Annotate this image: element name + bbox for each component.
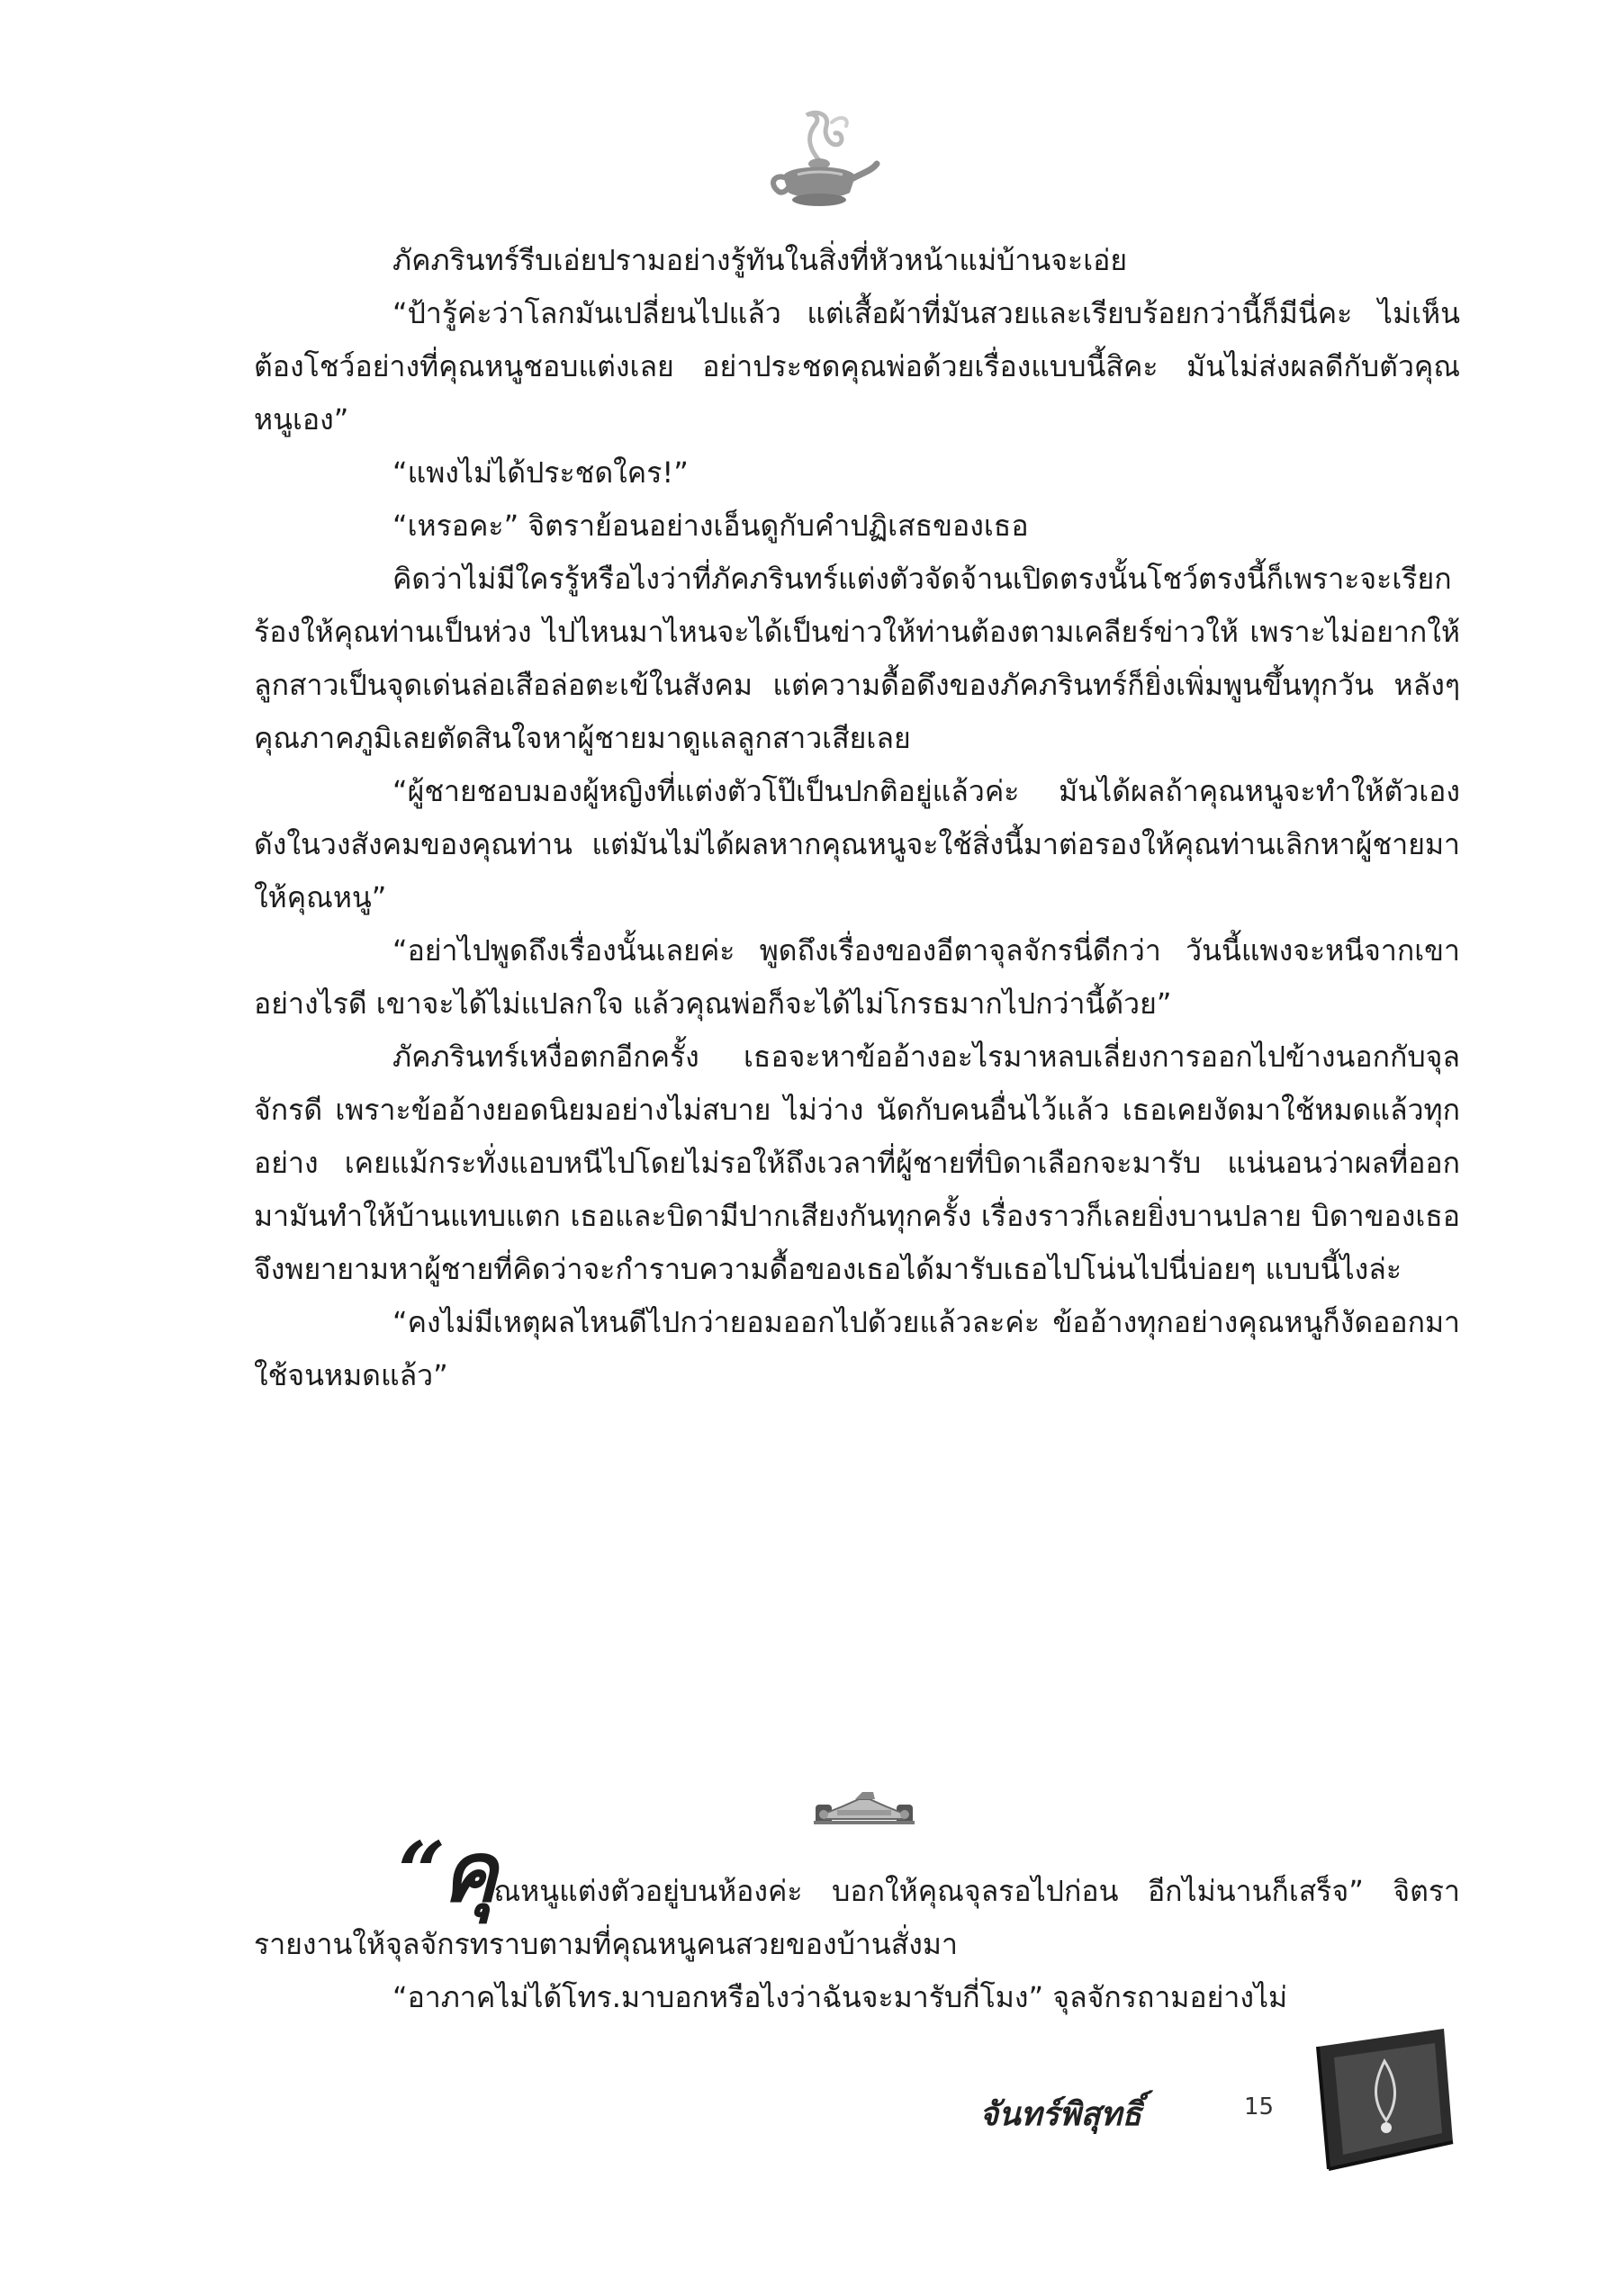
race-car-icon [812,1787,916,1832]
paragraph: “ป้ารู้ค่ะว่าโลกมันเปลี่ยนไปแล้ว แต่เสื้อผ้าที่มันสวยและเรียบร้อยกว่านี้ก็มีนี่คะ ไม่เห็นต้องโชว์อย่างที่คุณหนูชอบแต่งเลย อย่าประชดคุณพ่อด้วยเรื่องแบบนี้สิคะ มันไม่ส่งผลดีกับตัวคุณหนูเอง” [254,296,1460,437]
body-text [254,234,1460,1402]
page-number: 15 [1244,2093,1275,2120]
paragraph: ภัคภรินทร์เหงื่อตกอีกครั้ง เธอจะหาข้ออ้างอะไรมาหลบเลี่ยงการออกไปข้างนอกกับจุลจักรดี เพราะข้ออ้างยอดนิยมอย่างไม่สบาย ไม่ว่าง นัดกับคนอื่นไว้แล้ว เธอเคยงัดมาใช้หมดแล้วทุกอย่าง เคยแม้กระทั่งแอบหนีไปโดยไม่รอให้ถึงเวลาที่ผู้ชายที่บิดาเลือกจะมารับ แน่นอนว่าผลที่ออกมามันทำให้บ้านแทบแตก เธอและบิดามีปากเสียงกันทุกครั้ง เรื่องราวก็เลยยิ่งบานปลาย บิดาของเธอจึงพยายามหาผู้ชายที่คิดว่าจะกำราบความดื้อของเธอได้มารับเธอไปโน่นไปนี่บ่อยๆ แบบนี้ไงล่ะ [254,1040,1460,1286]
section-first-paragraph-text: ณหนูแต่งตัวอยู่บนห้องค่ะ บอกให้คุณจุลรอไปก่อน อีกไม่นานก็เสร็จ” จิตรารายงานให้จุลจักรทราบตามที่คุณหนูคนสวยของบ้านสั่งมา [254,1874,1460,1961]
jewelry-box-icon [1309,2027,1458,2173]
section-first-paragraph [254,1823,1460,1971]
dropcap: “คุ [398,1823,494,1921]
paragraph: คิดว่าไม่มีใครรู้หรือไงว่าที่ภัคภรินทร์แต่งตัวจัดจ้านเปิดตรงนั้นโชว์ตรงนี้ก็เพราะจะเรียกร้องให้คุณท่านเป็นห่วง ไปไหนมาไหนจะได้เป็นข่าวให้ท่านต้องตามเคลียร์ข่าวให้ เพราะไม่อยากให้ลูกสาวเป็นจุดเด่นล่อเสือล่อตะเข้ในสังคม แต่ความดื้อดึงของภัคภรินทร์ก็ยิ่งเพิ่มพูนขึ้นทุกวัน หลังๆ คุณภาคภูมิเลยตัดสินใจหาผู้ชายมาดูแลลูกสาวเสียเลย [254,562,1460,755]
paragraph: “แพงไม่ได้ประชดใคร!” [392,455,689,490]
paragraph: “อย่าไปพูดถึงเรื่องนั้นเลยค่ะ พูดถึงเรื่องของอีตาจุลจักรนี่ดีกว่า วันนี้แพงจะหนีจากเขาอย่างไรดี เขาจะได้ไม่แปลกใจ แล้วคุณพ่อก็จะได้ไม่โกรธมากไปกว่านี้ด้วย” [254,933,1460,1021]
paragraph: ภัคภรินทร์รีบเอ่ยปรามอย่างรู้ทันในสิ่งที่หัวหน้าแม่บ้านจะเอ่ย [392,243,1128,277]
genie-lamp-icon [756,108,882,216]
section-second-paragraph: “อาภาคไม่ได้โทร.มาบอกหรือไงว่าฉันจะมารับกี่โมง” จุลจักรถามอย่างไม่ [392,1980,1288,2014]
paragraph: “คงไม่มีเหตุผลไหนดีไปกว่ายอมออกไปด้วยแล้วละค่ะ ข้ออ้างทุกอย่างคุณหนูก็งัดออกมาใช้จนหมดแล้ว” [254,1305,1460,1392]
paragraph: “ผู้ชายชอบมองผู้หญิงที่แต่งตัวโป๊เป็นปกติอยู่แล้วค่ะ มันได้ผลถ้าคุณหนูจะทำให้ตัวเองดังในวงสังคมของคุณท่าน แต่มันไม่ได้ผลหากคุณหนูจะใช้สิ่งนี้มาต่อรองให้คุณท่านเลิกหาผู้ชายมาให้คุณหนู” [254,774,1460,914]
section-start [254,1823,1460,2024]
footer-author: จันทร์พิสุทธิ์ [979,2095,1142,2133]
paragraph: “เหรอคะ” จิตราย้อนอย่างเอ็นดูกับคำปฏิเสธของเธอ [392,509,1029,543]
